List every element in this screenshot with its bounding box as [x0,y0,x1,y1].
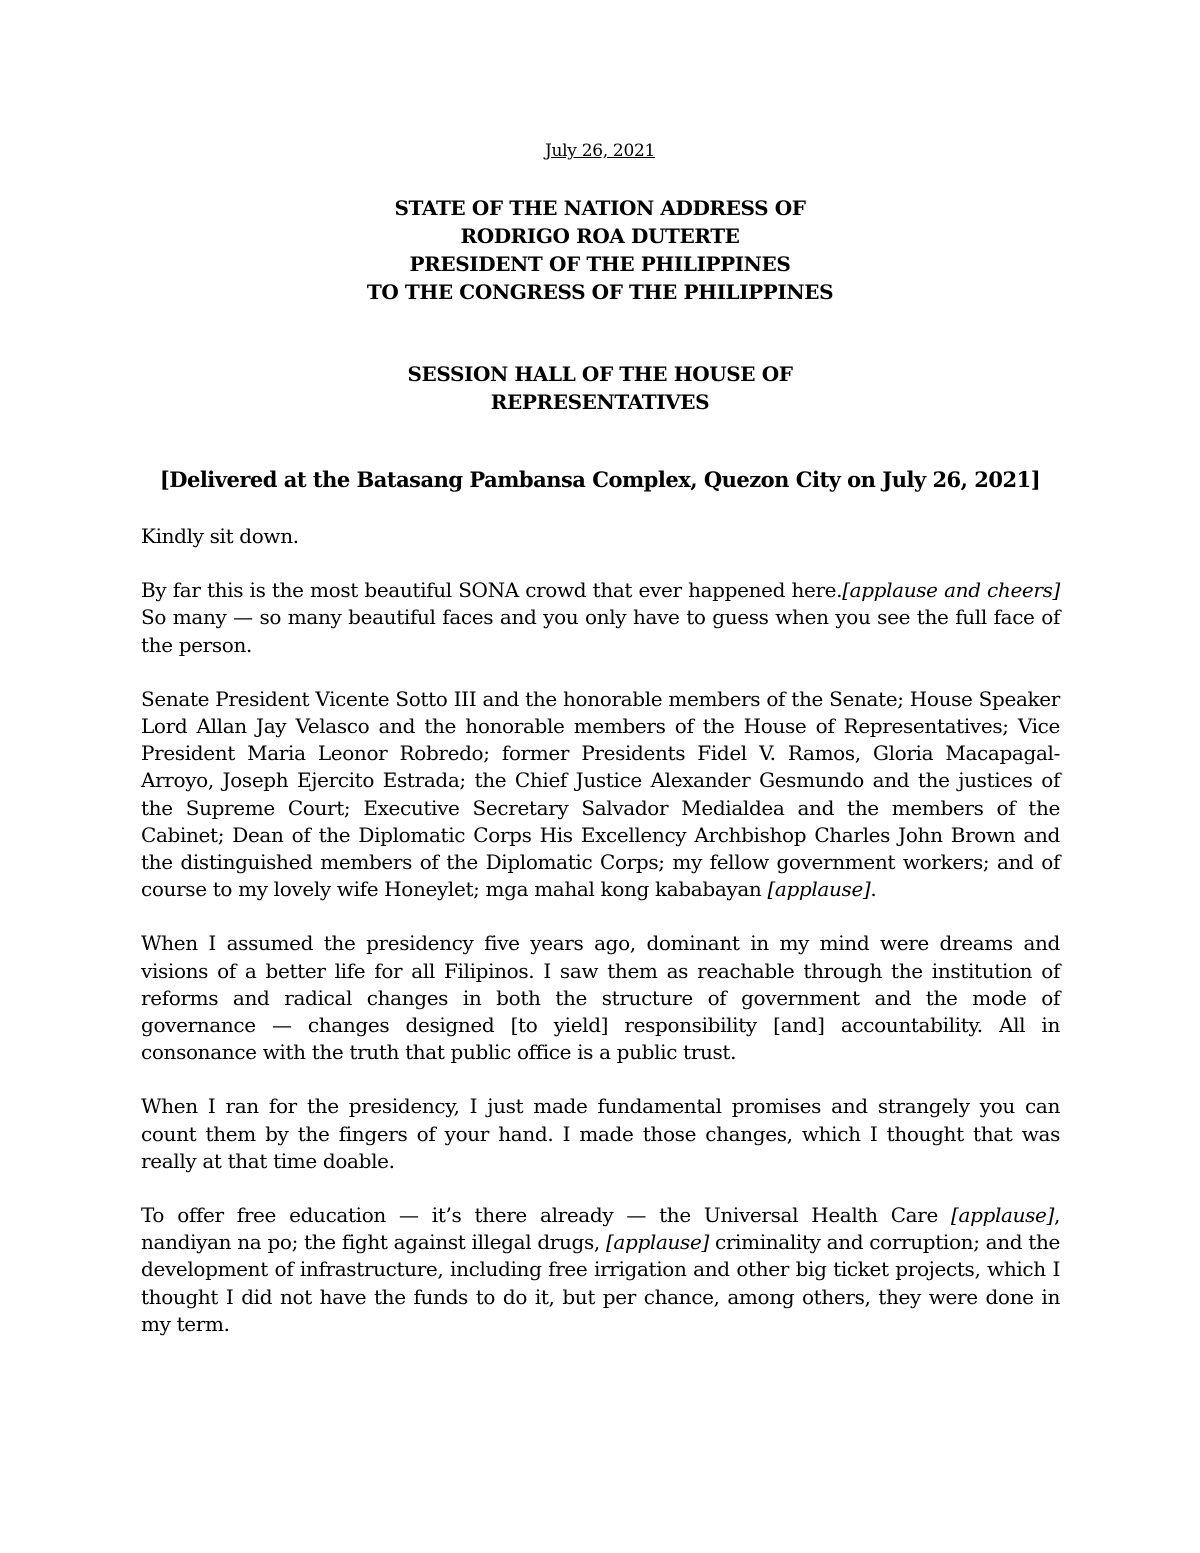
venue-line-1: SESSION HALL OF THE HOUSE OF [407,362,793,386]
paragraph-6 [141,1202,1060,1338]
paragraph-1 [141,523,1060,550]
paragraph-4 [141,930,1060,1066]
paragraph-2-text-a: By far this is the most beautiful SONA crowd that ever happened here. [141,578,843,603]
paragraph-2 [141,577,1060,659]
title-line-1: STATE OF THE NATION ADDRESS OF [394,196,806,220]
paragraph-3-aside: [applause] [767,877,871,902]
paragraph-3 [141,686,1060,904]
paragraph-2-text-c: So many — so many beautiful faces and you only have to guess when you see the full face of the person. [141,605,1060,657]
title-line-2: RODRIGO ROA DUTERTE [460,224,740,248]
paragraph-5 [141,1093,1060,1175]
paragraph-6-text-c: , nandiyan na po; the fight against illegal drugs, [141,1203,1060,1255]
paragraph-6-aside-2: [applause] [605,1230,709,1255]
speech-title [0,194,1200,306]
paragraph-3-text-c: . [870,877,877,902]
document-date: July 26, 2021 [544,141,655,161]
paragraph-2-aside: [applause and cheers] [842,578,1060,603]
title-line-3: PRESIDENT OF THE PHILIPPINES [409,252,791,276]
paragraph-1-text: Kindly sit down. [141,524,299,548]
paragraph-4-text: When I assumed the presidency five years ago, dominant in my mind were dreams and visions of a better life for all Filipinos. I saw them as reachable through the institution of reforms and radical changes in both the structure of government and the mode of governance — changes designed [to yield] responsibility [and] accountability. All in consonance with the truth that public office is a public trust. [141,931,1060,1065]
paragraph-6-text-e: criminality and corruption; and the development of infrastructure, including free irrigation and other big ticket projects, which I thought I did not have the funds to do it, but per chance, among others, they were done in my term. [141,1230,1061,1336]
delivery-note: [Delivered at the Batasang Pambansa Complex, Quezon City on July 26, 2021] [159,467,1041,492]
venue-heading [0,360,1200,416]
paragraph-5-text: When I ran for the presidency, I just made fundamental promises and strangely you can count them by the fingers of your hand. I made those changes, which I thought that was really at that time doable. [141,1094,1060,1173]
title-line-4: TO THE CONGRESS OF THE PHILIPPINES [366,280,834,304]
paragraph-6-aside-1: [applause] [951,1203,1054,1228]
venue-line-2: REPRESENTATIVES [490,390,710,414]
paragraph-3-text-a: Senate President Vicente Sotto III and the honorable members of the Senate; House Speaker Lord Allan Jay Velasco and the honorable members of the House of Representatives; Vice President Maria Leonor Robredo; former Presidents Fidel V. Ramos, Gloria Macapagal-Arroyo, Joseph Ejercito Estrada; the Chief Justice Alexander Gesmundo and the justices of the Supreme Court; Executive Secretary Salvador Medialdea and the members of the Cabinet; Dean of the Diplomatic Corps His Excellency Archbishop Charles John Brown and the distinguished members of the Diplomatic Corps; my fellow government workers; and of course to my lovely wife Honeylet; mga mahal kong kababayan [141,686,1060,902]
paragraph-6-text-a: To offer free education — it’s there already — the Universal Health Care [141,1203,952,1228]
speech-body [141,523,1060,1365]
